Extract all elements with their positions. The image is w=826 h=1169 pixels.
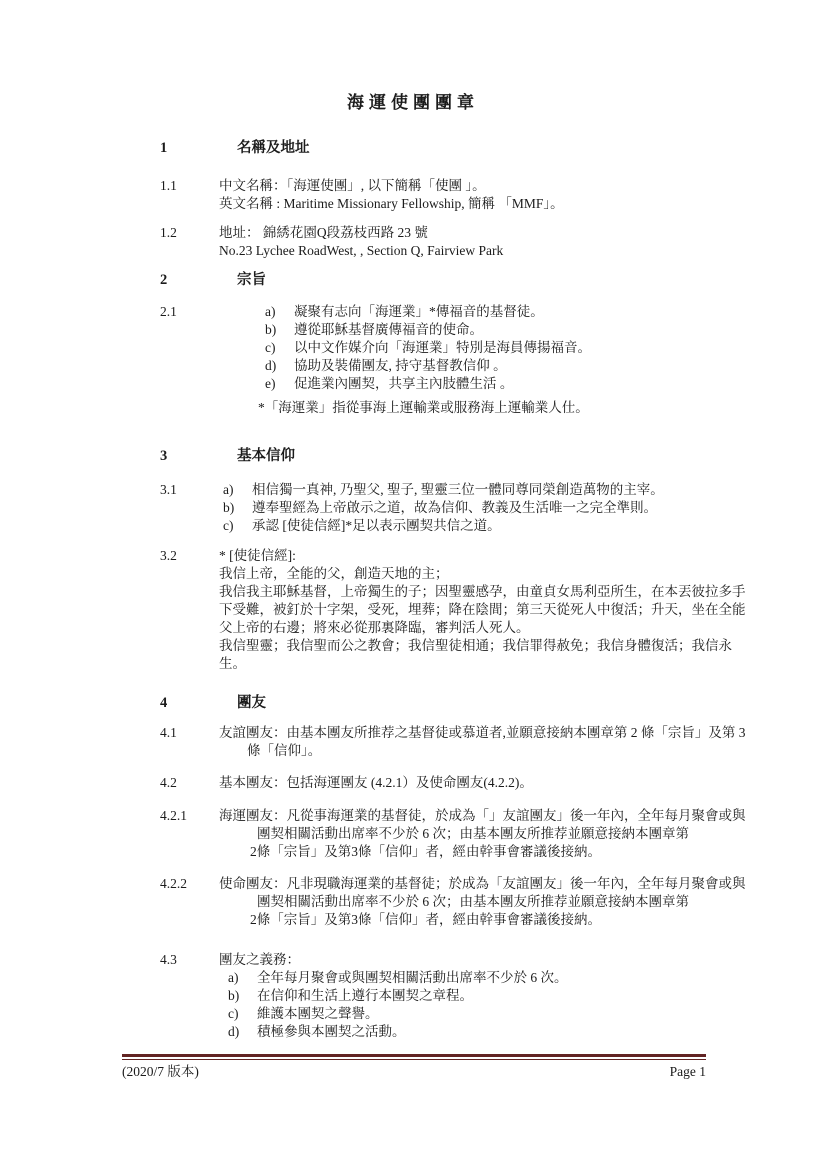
clause-text: 2條「宗旨」及第3條「信仰」者，經由幹事會審議後接納。 xyxy=(250,912,601,927)
clause-text: 團契相關活動出席率不少於 6 次；由基本團友所推荐並願意接納本團章第 xyxy=(257,894,689,909)
doc-title: 海運使團團章 xyxy=(347,93,479,112)
list-item-text: 相信獨一真神, 乃聖父, 聖子, 聖靈三位一體同尊同榮創造萬物的主宰。 xyxy=(252,482,664,497)
list-item-text: 積極參與本團契之活動。 xyxy=(257,1024,406,1039)
section-heading-text: 宗旨 xyxy=(237,272,266,288)
clause-4-2-1 xyxy=(0,807,826,861)
section-heading-text: 基本信仰 xyxy=(237,448,295,464)
list-item-text: 遵從耶穌基督廣傳福音的使命。 xyxy=(294,322,483,337)
list-item xyxy=(228,1005,826,1023)
clause-1-1 xyxy=(0,177,826,213)
clause-number: 4.2.2 xyxy=(160,876,187,891)
list-item xyxy=(265,357,826,375)
list-marker: c) xyxy=(223,518,234,533)
clause-number: 4.2.1 xyxy=(160,808,187,823)
creed-line: 父上帝的右邊；將來必從那裏降臨，審判活人死人。 xyxy=(219,620,530,635)
list-item xyxy=(223,481,826,499)
clause-text: 2條「宗旨」及第3條「信仰」者，經由幹事會審議後接納。 xyxy=(250,844,601,859)
list-item-text: 以中文作媒介向「海運業」特別是海員傳揚福音。 xyxy=(294,340,591,355)
list-marker: d) xyxy=(228,1024,240,1039)
list-item xyxy=(265,375,826,393)
section-4-heading xyxy=(0,694,826,712)
creed-line: 生。 xyxy=(219,656,246,671)
list-item xyxy=(265,339,826,357)
section-heading-text: 名稱及地址 xyxy=(237,140,310,156)
list-marker: a) xyxy=(223,482,234,497)
clause-text: 友誼團友：由基本團友所推荐之基督徒或慕道者,並願意接納本團章第 2 條「宗旨」及第 3 xyxy=(219,725,746,740)
clause-4-1 xyxy=(0,724,826,760)
clause-text: 中文名稱：「海運使團」, 以下簡稱「使團 」。 xyxy=(219,178,486,193)
footnote: *「海運業」指從事海上運輸業或服務海上運輸業人仕。 xyxy=(258,400,589,415)
page-footer xyxy=(122,1063,706,1081)
clause-1-2 xyxy=(0,224,826,260)
version-label: (2020/7 版本) xyxy=(122,1064,199,1079)
clause-4-2-2 xyxy=(0,875,826,929)
creed-line: * [使徒信經]: xyxy=(219,548,296,563)
list-marker: b) xyxy=(223,500,235,515)
list-marker: c) xyxy=(228,1006,239,1021)
clause-number: 3 xyxy=(160,448,168,464)
clause-text: 使命團友：凡非現職海運業的基督徒；於成為「友誼團友」後一年內，全年每月聚會或與 xyxy=(219,876,746,891)
clause-number: 2 xyxy=(160,272,168,288)
footer-rule xyxy=(122,1054,706,1060)
clause-number: 4.3 xyxy=(160,952,177,967)
list-marker: b) xyxy=(265,322,277,337)
clause-2-1 xyxy=(0,303,826,393)
creed-line: 我信我主耶穌基督，上帝獨生的子；因聖靈感孕，由童貞女馬利亞所生，在本丟彼拉多手 xyxy=(219,584,746,599)
list-item xyxy=(228,1023,826,1041)
list-item-text: 在信仰和生活上遵行本團契之章程。 xyxy=(257,988,473,1003)
clause-number: 1.1 xyxy=(160,178,177,193)
list-marker: d) xyxy=(265,358,277,373)
list-item xyxy=(228,987,826,1005)
list-item xyxy=(223,499,826,517)
list-item-text: 全年每月聚會或與團契相關活動出席率不少於 6 次。 xyxy=(257,970,568,985)
list-marker: b) xyxy=(228,988,240,1003)
clause-number: 4.2 xyxy=(160,775,177,790)
clause-text: 基本團友：包括海運團友 (4.2.1）及使命團友(4.2.2)。 xyxy=(219,775,533,790)
clause-number: 4 xyxy=(160,695,168,711)
list-item xyxy=(223,517,826,535)
section-2-heading xyxy=(0,271,826,289)
section-1-heading xyxy=(0,139,826,157)
creed-line: 我信聖靈；我信聖而公之教會；我信聖徒相通；我信罪得赦免；我信身體復活；我信永 xyxy=(219,638,732,653)
section-3-heading xyxy=(0,447,826,465)
page-number: Page 1 xyxy=(669,1064,706,1079)
clause-number: 1 xyxy=(160,140,168,156)
clause-3-1 xyxy=(0,481,826,535)
list-marker: c) xyxy=(265,340,276,355)
clause-number: 3.1 xyxy=(160,482,177,497)
list-marker: a) xyxy=(228,970,239,985)
clause-3-2 xyxy=(0,547,826,673)
list-item xyxy=(228,969,826,987)
clause-number: 1.2 xyxy=(160,225,177,240)
list-item-text: 凝聚有志向「海運業」*傳福音的基督徒。 xyxy=(294,304,544,319)
clause-number: 2.1 xyxy=(160,304,177,319)
clause-text: No.23 Lychee RoadWest, , Section Q, Fairview Park xyxy=(219,243,504,258)
list-item-text: 協助及裝備團友, 持守基督教信仰 。 xyxy=(294,358,507,373)
clause-text: 團友之義務： xyxy=(219,952,300,967)
clause-number: 4.1 xyxy=(160,725,177,740)
clause-4-3 xyxy=(0,951,826,1041)
list-item-text: 遵奉聖經為上帝啟示之道，故為信仰、教義及生活唯一之完全準則。 xyxy=(252,500,657,515)
creed-line: 我信上帝，全能的父，創造天地的主； xyxy=(219,566,449,581)
list-marker: a) xyxy=(265,304,276,319)
list-item xyxy=(265,321,826,339)
list-item-text: 促進業內團契，共享主內肢體生活 。 xyxy=(294,376,514,391)
clause-text: 地址： 錦綉花園Q段荔枝西路 23 號 xyxy=(219,225,428,240)
list-item xyxy=(265,303,826,321)
list-item-text: 承認 [使徒信經]*足以表示團契共信之道。 xyxy=(252,518,501,533)
clause-4-2 xyxy=(0,774,826,792)
clause-text: 海運團友：凡從事海運業的基督徒，於成為「」友誼團友」後一年內，全年每月聚會或與 xyxy=(219,808,746,823)
clause-text: 條「信仰」。 xyxy=(247,743,322,758)
creed-line: 下受難，被釘於十字架，受死，埋葬；降在陰間；第三天從死人中復活；升天，坐在全能 xyxy=(219,602,746,617)
section-heading-text: 團友 xyxy=(237,695,266,711)
clause-text: 英文名稱 : Maritime Missionary Fellowship, 簡稱 「MMF」。 xyxy=(219,196,564,211)
clause-number: 3.2 xyxy=(160,548,177,563)
list-marker: e) xyxy=(265,376,276,391)
clause-text: 團契相關活動出席率不少於 6 次；由基本團友所推荐並願意接納本團章第 xyxy=(257,826,689,841)
list-item-text: 維護本團契之聲譽。 xyxy=(257,1006,379,1021)
